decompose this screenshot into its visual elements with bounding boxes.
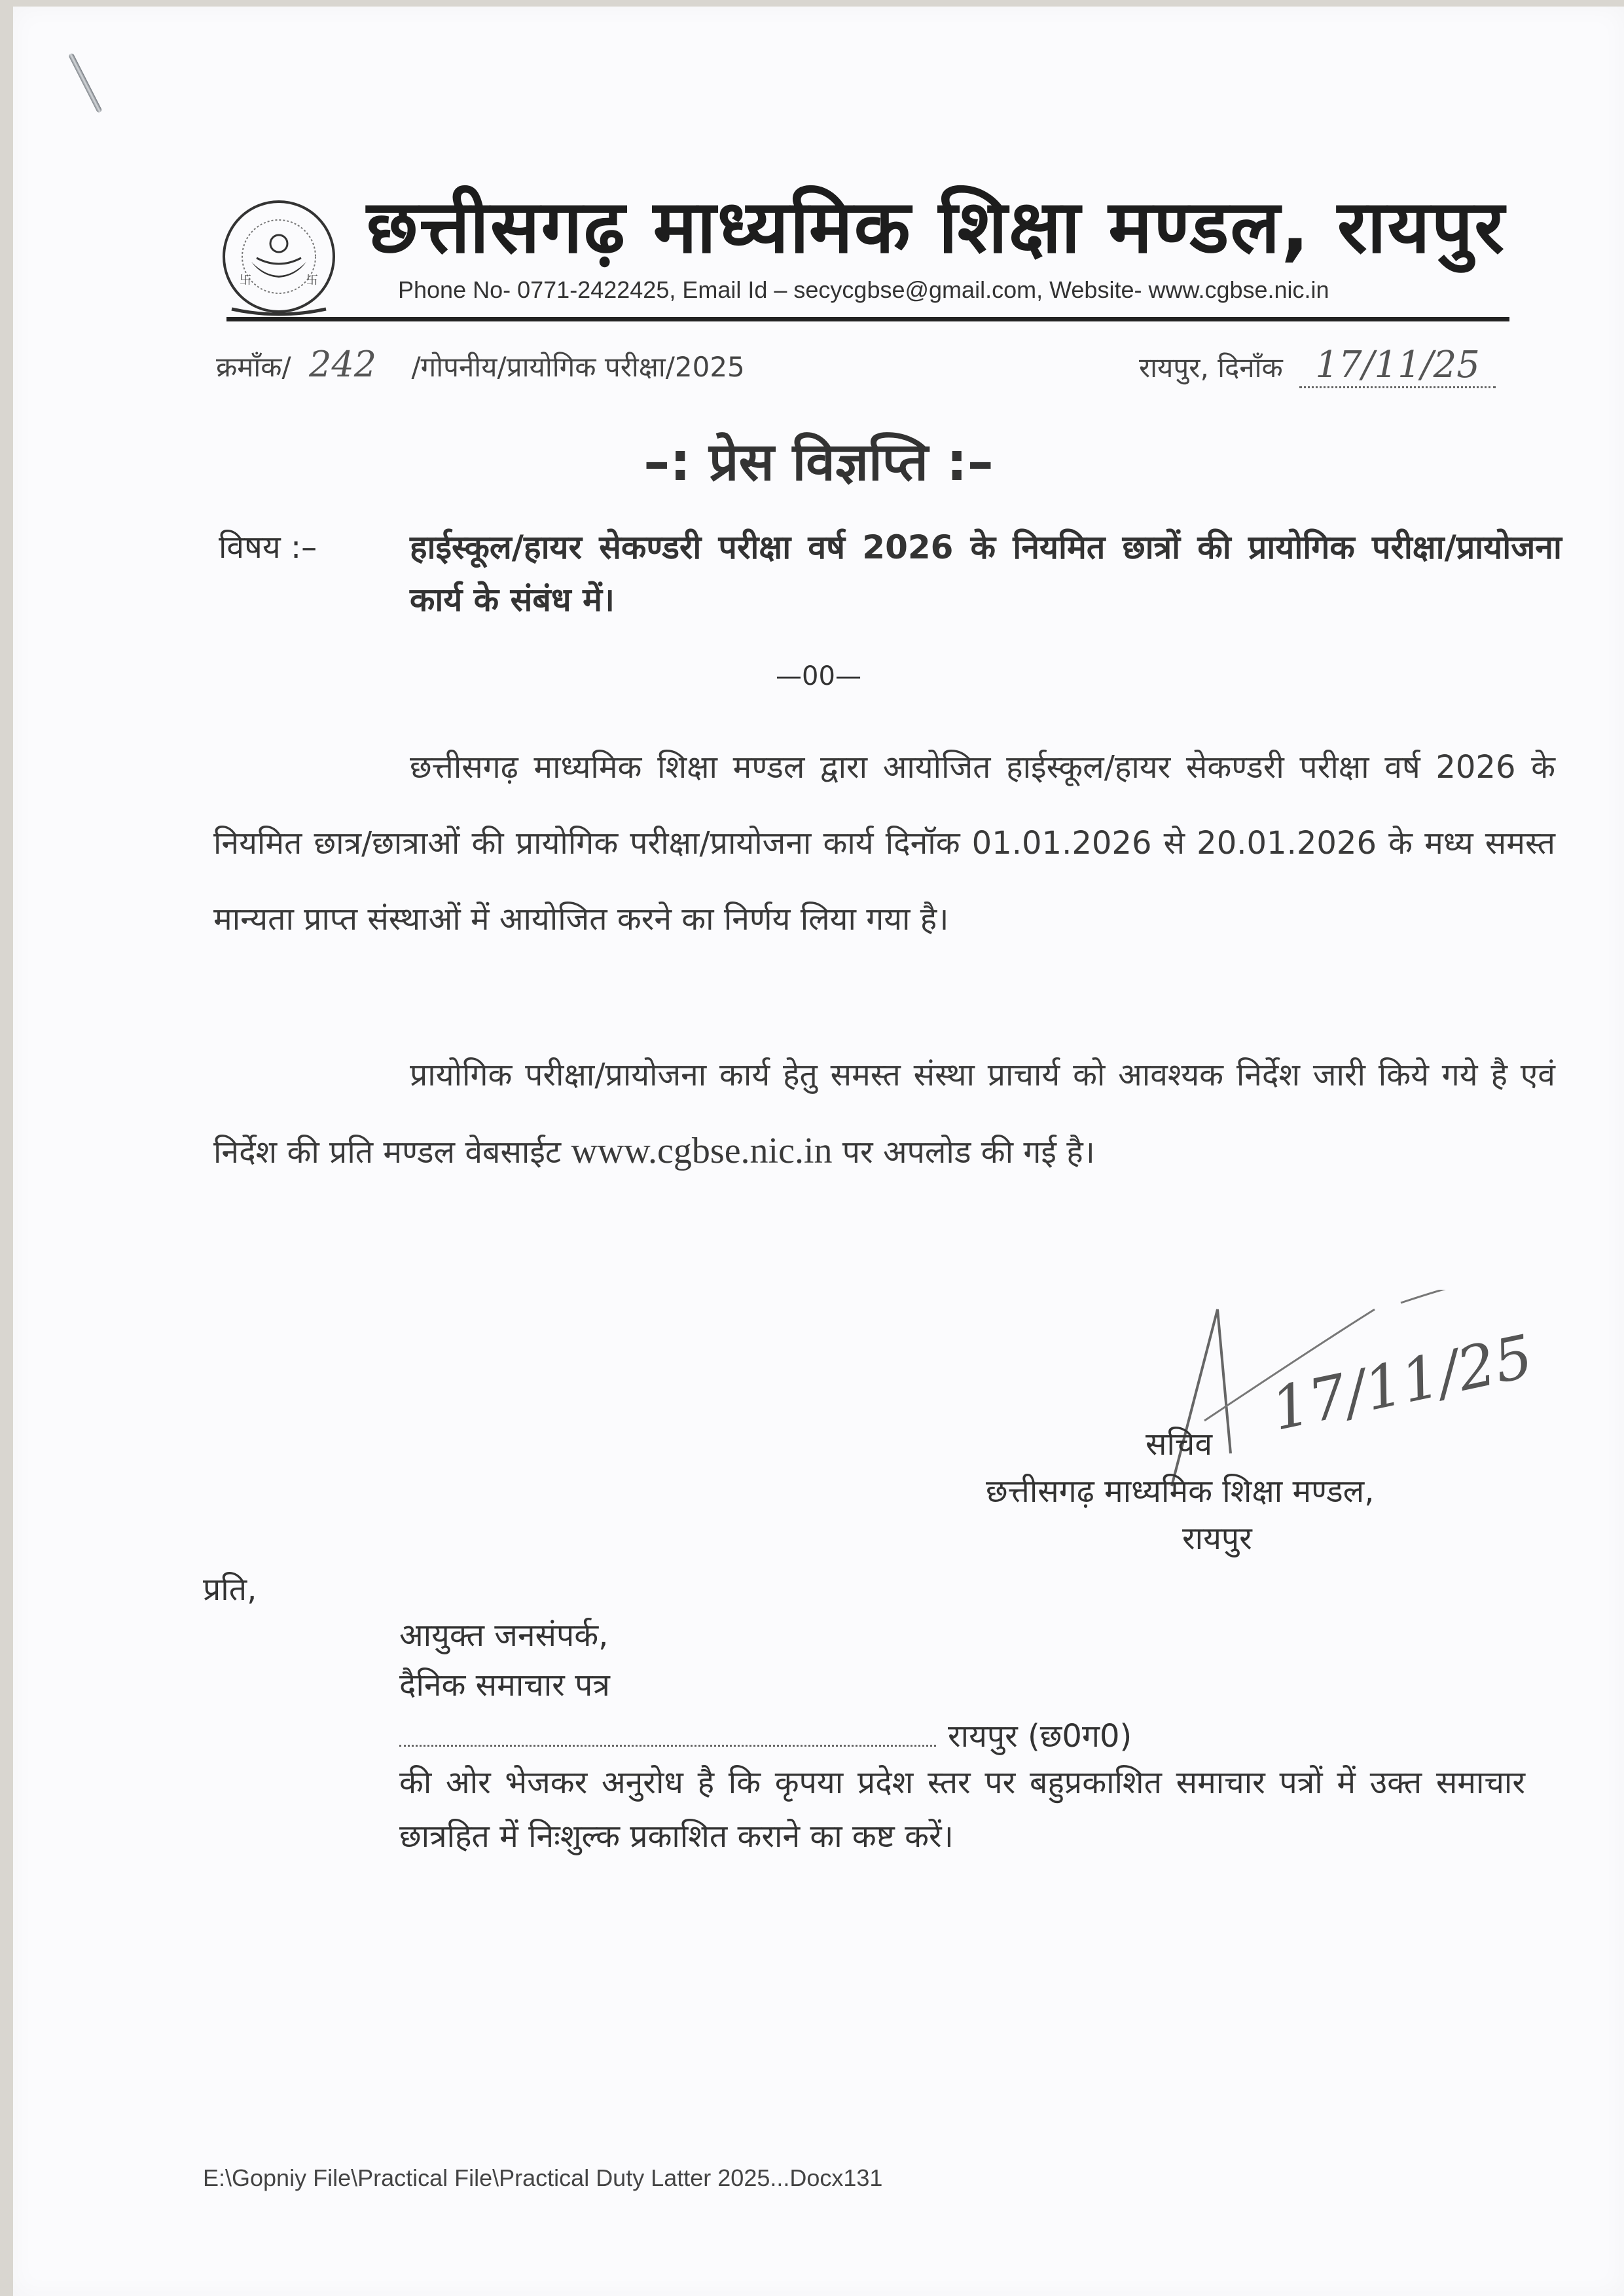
svg-text:卐: 卐 <box>240 274 251 287</box>
date-handwritten: 17/11/25 <box>1299 344 1496 388</box>
contact-line: Phone No- 0771-2422425, Email Id – secycgbse@gmail.com, Website- www.cgbse.nic.in <box>398 276 1329 303</box>
body-paragraph-1: छत्तीसगढ़ माध्यमिक शिक्षा मण्डल द्वारा आयोजित हाईस्कूल/हायर सेकण्डरी परीक्षा वर्ष 2026 के नियमित छात्र/छात्राओं की प्रायोगिक परीक्षा/प्रायोजना कार्य दिनॉक 01.01.2026 से 20.01.2026 के मध्य समस्त मान्यता प्राप्त संस्थाओं में आयोजित करने का निर्णय लिया गया है। <box>213 749 1555 938</box>
signatory-organization: छत्तीसगढ़ माध्यमिक शिक्षा मण्डल, <box>986 1473 1375 1510</box>
file-path-footer: E:\Gopniy File\Practical File\Practical Duty Latter 2025...Docx131 <box>203 2164 883 2191</box>
press-release-heading: –: प्रेस विज्ञप्ति :– <box>643 431 994 492</box>
signatory-city: रायपुर <box>1182 1520 1252 1557</box>
to-label: प्रति, <box>203 1571 257 1608</box>
signature-date: 17/11/25 <box>1265 1322 1539 1444</box>
website-link[interactable]: www.cgbse.nic.in <box>571 1131 833 1171</box>
paragraph-2-text-end: पर अपलोड की गई है। <box>832 1134 1095 1171</box>
document-page <box>13 7 1624 2296</box>
place-date-label: रायपुर, दिनाँक <box>1139 352 1283 384</box>
recipient-line-1: आयुक्त जनसंपर्क, <box>399 1617 609 1654</box>
board-emblem-icon <box>217 198 340 321</box>
reference-number-handwritten: 242 <box>309 344 377 385</box>
signatory-designation: सचिव <box>1146 1426 1213 1463</box>
subject-label: विषय :– <box>219 529 317 566</box>
blank-dotted-field <box>399 1745 936 1747</box>
reference-prefix: क्रमाँक/ <box>216 351 291 383</box>
section-separator: —00— <box>776 661 861 691</box>
paragraph-2-text: प्रायोगिक परीक्षा/प्रायोजना कार्य हेतु समस्त संस्था प्राचार्य को आवश्यक निर्देश जारी किये गये है एवं निर्देश की प्रति मण्डल वेबसाईट <box>213 1057 1555 1171</box>
staple-mark <box>68 52 103 113</box>
reference-number <box>216 344 745 385</box>
recipient-place-line <box>399 1714 1132 1757</box>
reference-suffix: /गोपनीय/प्रायोगिक परीक्षा/2025 <box>411 351 745 383</box>
letterhead-divider <box>226 317 1509 321</box>
svg-text:卐: 卐 <box>306 274 318 287</box>
recipient-place: रायपुर (छ0ग0) <box>948 1718 1132 1755</box>
organization-name: छत्तीसगढ़ माध्यमिक शिक्षा मण्डल, रायपुर <box>367 185 1506 270</box>
place-date <box>1139 344 1496 388</box>
publication-request: की ओर भेजकर अनुरोध है कि कृपया प्रदेश स्तर पर बहुप्रकाशित समाचार पत्रों में उक्त समाचार छात्रहित में निःशुल्क प्रकाशित कराने का कष्ट करें। <box>399 1764 1525 1855</box>
body-paragraph-2 <box>213 1037 1555 1190</box>
subject-text: हाईस्कूल/हायर सेकण्डरी परीक्षा वर्ष 2026 के नियमित छात्रों की प्रायोगिक परीक्षा/प्रायोजना कार्य के संबंध में। <box>410 528 1562 619</box>
recipient-line-2: दैनिक समाचार पत्र <box>399 1667 610 1704</box>
